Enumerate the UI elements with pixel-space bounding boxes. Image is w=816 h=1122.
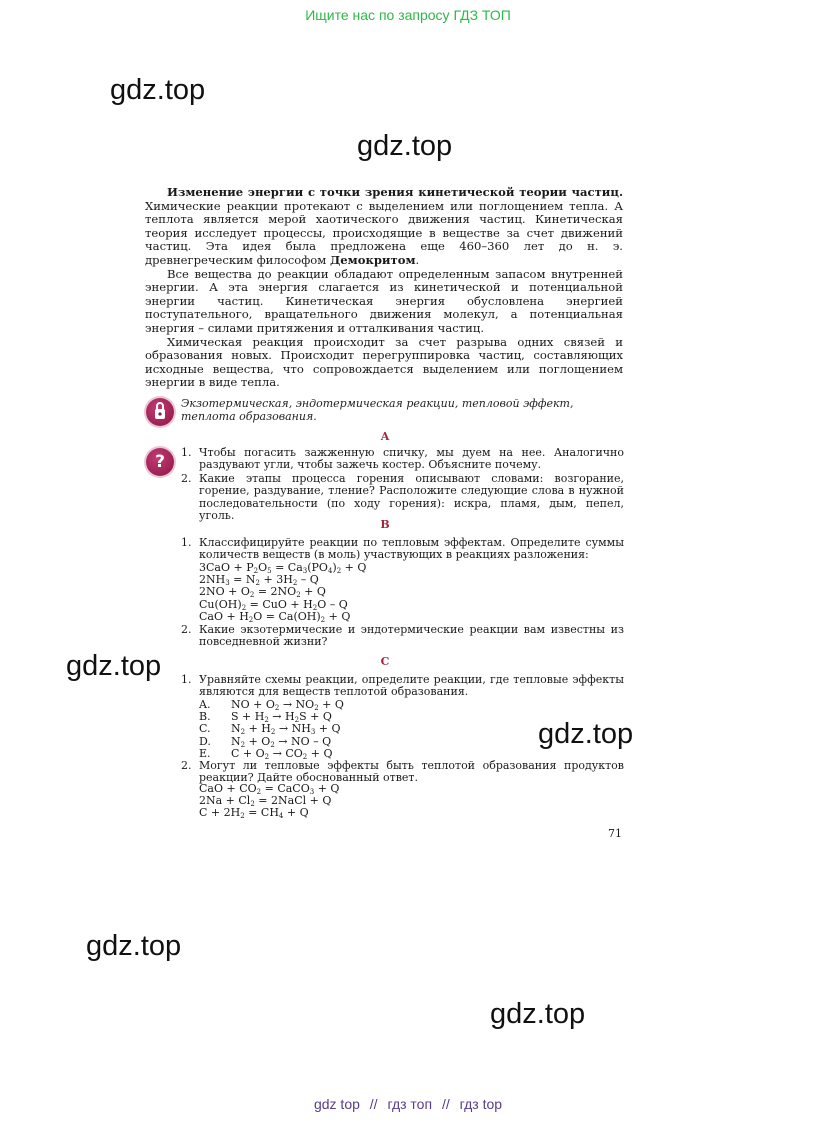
section-a-label: A xyxy=(380,430,390,443)
equation-list xyxy=(199,783,339,820)
equation: $2NO + O_2 = 2NO_2 + Q$ xyxy=(199,585,326,600)
watermark: gdz.top xyxy=(66,650,162,682)
paragraph: Изменение энергии с точки зрения кинетической теории частиц. Химические реакции протекают с выделением или поглощением тепла. А теплота является мерой хаотического движения частиц. Кинетическая теория исследует процессы, происходящие в веществе за счет движений частиц. Эта идея была предложена еще 460–360 лет до н. э. древнегреческим философом Демокритом. xyxy=(145,185,623,267)
key-concepts-icon xyxy=(146,398,174,426)
equation-list xyxy=(199,562,366,623)
scheme: D. $N_2 + O_2$ → NO – Q xyxy=(199,734,332,749)
scheme: B. $S + H_2 \to H_2S + Q$ xyxy=(199,710,332,725)
scheme: A. NO + $O_2 \to NO_2 + Q$ xyxy=(199,698,344,712)
equation: $Cu(OH)_2$ = CuO + $H_2O$ – Q xyxy=(199,597,348,612)
task-item: 2. Какие экзотермические и эндотермические реакции вам известны из повседневной жизни? xyxy=(181,623,624,649)
section-c-label: C xyxy=(380,655,390,668)
scheme: C. $N_2 + H_2 \to NH_3 + Q$ xyxy=(199,722,341,737)
keywords: Экзотермическая, эндотермическая реакции, тепловой эффект, теплота образования. xyxy=(181,397,574,423)
page-number: 71 xyxy=(608,827,622,840)
philosopher-name: Демокритом xyxy=(329,252,416,267)
watermark: gdz.top xyxy=(357,130,453,162)
watermark: gdz.top xyxy=(490,998,586,1030)
task-item: 1. Классифицируйте реакции по тепловым эффектам. Определите суммы количеств веществ (в моль) участвующих в реакциях разложения: xyxy=(181,536,624,562)
section-b-label: B xyxy=(380,518,390,531)
paragraph: Все вещества до реакции обладают определенным запасом внутренней энергии. А эта энергия слагается из кинетической и потенциальной энергии частиц. Кинетическая энергия обусловлена энергией поступательного, вращательного движения молекул, а потенциальная энергия – силами притяжения и отталкивания частиц. xyxy=(145,266,623,335)
footer-link[interactable]: gdz top xyxy=(313,1096,360,1112)
equation: $C + 2H_2 = CH_4 + Q$ xyxy=(199,806,309,821)
footer-link[interactable]: гдз топ xyxy=(387,1096,433,1112)
footer-link[interactable]: гдз top xyxy=(459,1096,503,1112)
task-item: 2. Какие этапы процесса горения описывают словами: возгорание, горение, раздувание, тление? Расположите следующие слова в нужной последовательности (по ходу горения): искра, пламя, дым, пепел, уголь. xyxy=(181,472,624,523)
footer-separator: // xyxy=(441,1096,450,1112)
footer-separator: // xyxy=(369,1096,378,1112)
task-item: 2. Могут ли тепловые эффекты быть теплотой образования продуктов реакции? Дайте обоснованный ответ. xyxy=(181,759,624,785)
task-item: 1. Чтобы погасить зажженную спичку, мы дуем на нее. Аналогично раздувают угли, чтобы зажечь костер. Объясните почему. xyxy=(181,446,624,472)
equation: $2Na + Cl_2$ = 2NaCl + Q xyxy=(199,794,332,809)
watermark: gdz.top xyxy=(538,718,634,750)
watermark: gdz.top xyxy=(110,74,206,106)
scheme: E. $C + O_2 \to CO_2 + Q$ xyxy=(199,746,333,761)
equation: $2NH_3 = N_2 + 3H_2 - Q$ xyxy=(199,573,319,588)
footer-links xyxy=(0,1096,816,1112)
top-banner[interactable]: Ищите нас по запросу ГДЗ ТОП xyxy=(305,7,511,23)
equation: $3CaO + P_2O_5 = Ca_3(PO_4)_2 + Q$ xyxy=(199,561,367,575)
equation: CaO + $H_2O = Ca(OH)_2 + Q$ xyxy=(199,609,351,624)
question-icon: ? xyxy=(146,448,174,476)
paragraph: Химическая реакция происходит за счет разрыва одних связей и образования новых. Происходит перегруппировка частиц, составляющих исходные вещества, что сопровождается выделением или поглощением энергии в виде тепла. xyxy=(145,334,623,390)
theory-text xyxy=(145,186,623,390)
scheme-list xyxy=(199,699,344,760)
paragraph-title: Изменение энергии с точки зрения кинетической теории частиц. xyxy=(167,185,623,199)
watermark: gdz.top xyxy=(86,930,182,962)
task-item: 1. Уравняйте схемы реакции, определите реакции, где тепловые эффекты являются для веществ теплотой образования. xyxy=(181,673,624,699)
equation: CaO + $CO_2$ = CaCO$_3$ + Q xyxy=(199,782,340,796)
